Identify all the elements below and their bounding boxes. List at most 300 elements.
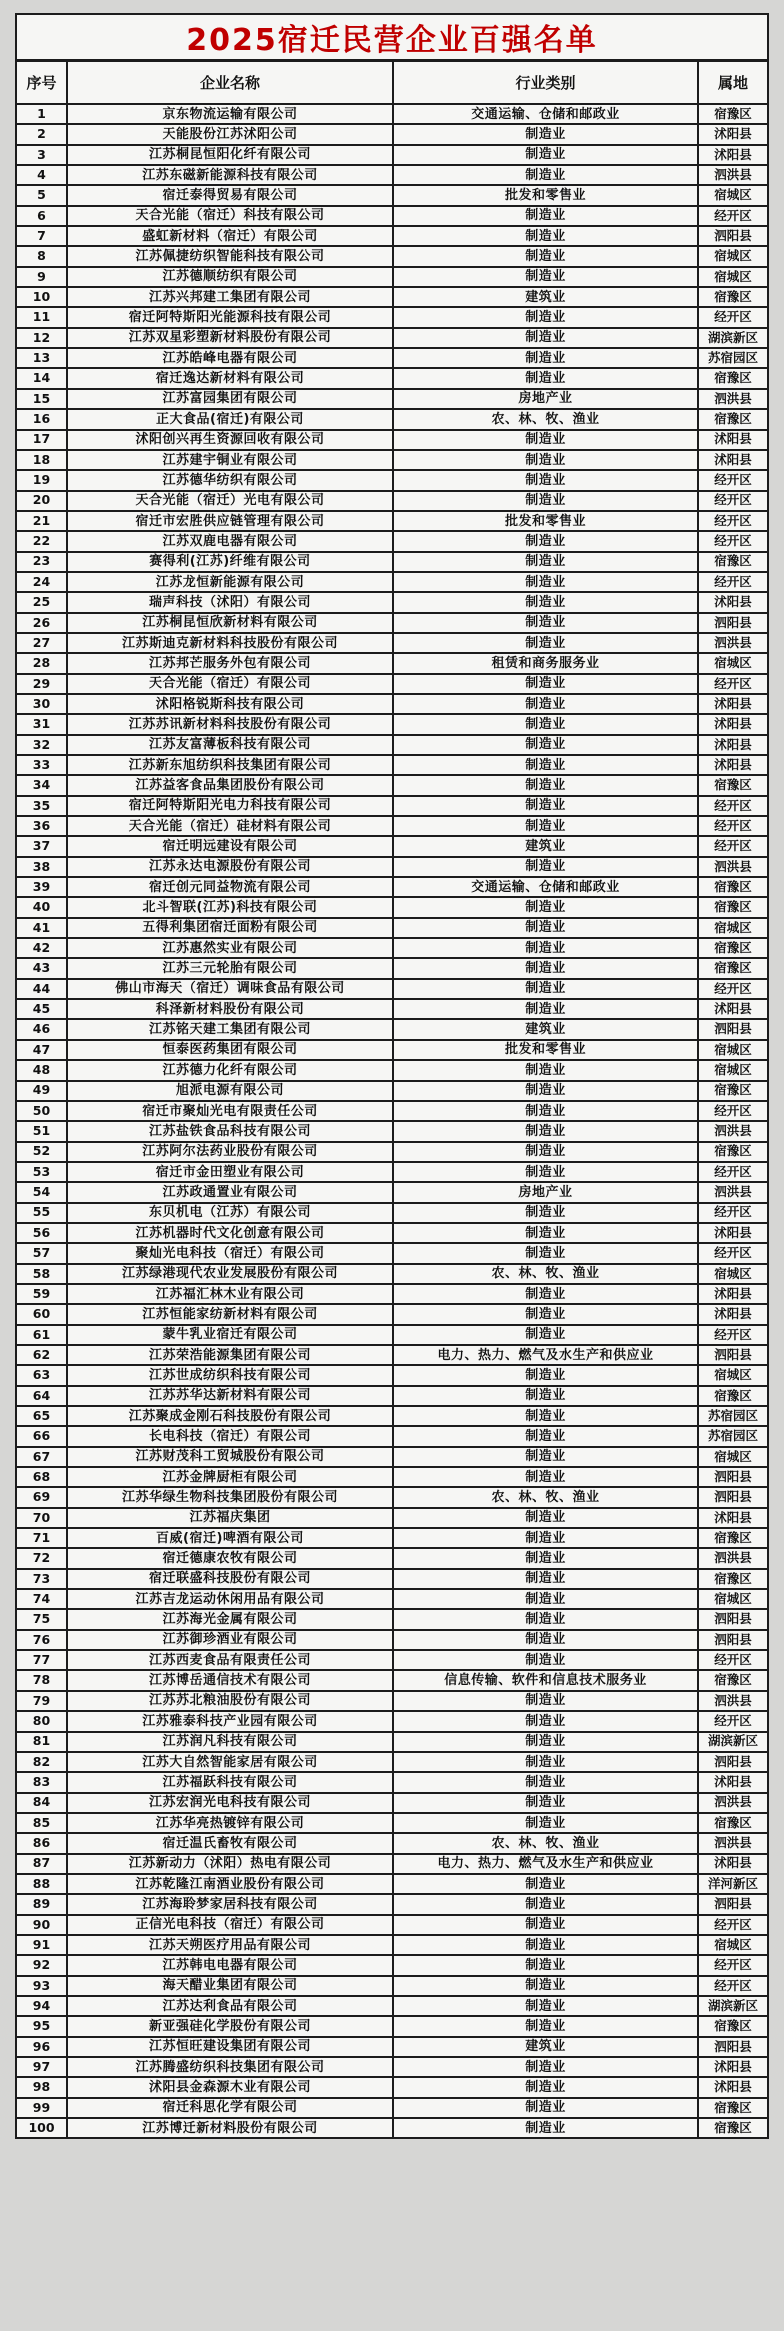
- rank-cell: 19: [16, 470, 67, 490]
- table-row: [16, 2098, 768, 2118]
- table-row: [16, 2118, 768, 2138]
- company-name-cell: 海天醋业集团有限公司: [67, 1976, 393, 1996]
- rank-cell: 35: [16, 796, 67, 816]
- rank-cell: 24: [16, 572, 67, 592]
- region-cell: 泗洪县: [698, 1691, 768, 1711]
- region-cell: 经开区: [698, 572, 768, 592]
- rank-cell: 92: [16, 1955, 67, 1975]
- company-name-cell: 科泽新材料股份有限公司: [67, 999, 393, 1019]
- company-name-cell: 沭阳县金森源木业有限公司: [67, 2077, 393, 2097]
- company-name-cell: 宿迁市金田塑业有限公司: [67, 1162, 393, 1182]
- industry-cell: 制造业: [393, 470, 698, 490]
- rank-cell: 97: [16, 2057, 67, 2077]
- company-name-cell: 江苏达利食品有限公司: [67, 1996, 393, 2016]
- company-name-cell: 江苏海光金属有限公司: [67, 1609, 393, 1629]
- rank-cell: 86: [16, 1833, 67, 1853]
- region-cell: 沭阳县: [698, 592, 768, 612]
- industry-cell: 批发和零售业: [393, 511, 698, 531]
- rank-cell: 73: [16, 1569, 67, 1589]
- table-row: [16, 430, 768, 450]
- company-name-cell: 京东物流运输有限公司: [67, 104, 393, 124]
- table-row: [16, 979, 768, 999]
- rank-cell: 95: [16, 2016, 67, 2036]
- rank-cell: 11: [16, 307, 67, 327]
- industry-cell: 制造业: [393, 958, 698, 978]
- company-name-cell: 新亚强硅化学股份有限公司: [67, 2016, 393, 2036]
- company-name-cell: 五得利集团宿迁面粉有限公司: [67, 918, 393, 938]
- region-cell: 泗阳县: [698, 1019, 768, 1039]
- industry-cell: 制造业: [393, 1976, 698, 1996]
- rank-cell: 75: [16, 1609, 67, 1629]
- region-cell: 经开区: [698, 836, 768, 856]
- company-name-cell: 旭派电源有限公司: [67, 1081, 393, 1101]
- company-name-cell: 江苏吉龙运动休闲用品有限公司: [67, 1589, 393, 1609]
- rank-cell: 4: [16, 165, 67, 185]
- rank-cell: 79: [16, 1691, 67, 1711]
- table-row: [16, 714, 768, 734]
- table-row: [16, 877, 768, 897]
- region-cell: 宿豫区: [698, 877, 768, 897]
- table-row: [16, 1976, 768, 1996]
- table-row: [16, 1996, 768, 2016]
- region-cell: 泗洪县: [698, 1548, 768, 1568]
- table-row: [16, 1223, 768, 1243]
- region-cell: 经开区: [698, 1915, 768, 1935]
- region-cell: 沭阳县: [698, 1223, 768, 1243]
- region-cell: 宿豫区: [698, 1813, 768, 1833]
- region-cell: 宿城区: [698, 267, 768, 287]
- rank-cell: 83: [16, 1772, 67, 1792]
- region-cell: 宿豫区: [698, 775, 768, 795]
- company-name-cell: 江苏华绿生物科技集团股份有限公司: [67, 1487, 393, 1507]
- table-row: [16, 2077, 768, 2097]
- industry-cell: 制造业: [393, 572, 698, 592]
- region-cell: 沭阳县: [698, 1304, 768, 1324]
- region-cell: 经开区: [698, 1162, 768, 1182]
- region-cell: 经开区: [698, 470, 768, 490]
- table-row: [16, 857, 768, 877]
- rank-cell: 38: [16, 857, 67, 877]
- rank-cell: 64: [16, 1386, 67, 1406]
- company-name-cell: 天合光能（宿迁）科技有限公司: [67, 206, 393, 226]
- industry-cell: 制造业: [393, 1365, 698, 1385]
- column-header-region: 属地: [698, 61, 768, 105]
- region-cell: 宿城区: [698, 1935, 768, 1955]
- company-name-cell: 江苏富园集团有限公司: [67, 389, 393, 409]
- industry-cell: 制造业: [393, 592, 698, 612]
- company-name-cell: 江苏惠然实业有限公司: [67, 938, 393, 958]
- table-row: [16, 1304, 768, 1324]
- table-row: [16, 1447, 768, 1467]
- rank-cell: 62: [16, 1345, 67, 1365]
- table-row: [16, 613, 768, 633]
- rank-cell: 51: [16, 1121, 67, 1141]
- rank-cell: 55: [16, 1203, 67, 1223]
- region-cell: 经开区: [698, 979, 768, 999]
- industry-cell: 制造业: [393, 124, 698, 144]
- industry-cell: 制造业: [393, 1955, 698, 1975]
- company-name-cell: 江苏友富薄板科技有限公司: [67, 735, 393, 755]
- table-row: [16, 491, 768, 511]
- rank-cell: 77: [16, 1650, 67, 1670]
- company-name-cell: 江苏华亮热镀锌有限公司: [67, 1813, 393, 1833]
- company-name-cell: 江苏博岳通信技术有限公司: [67, 1670, 393, 1690]
- region-cell: 宿城区: [698, 185, 768, 205]
- rank-cell: 8: [16, 246, 67, 266]
- region-cell: 泗阳县: [698, 1609, 768, 1629]
- company-name-cell: 江苏苏讯新材料科技股份有限公司: [67, 714, 393, 734]
- industry-cell: 农、林、牧、渔业: [393, 1487, 698, 1507]
- company-name-cell: 宿迁温氏畜牧有限公司: [67, 1833, 393, 1853]
- table-row: [16, 287, 768, 307]
- company-name-cell: 江苏机器时代文化创意有限公司: [67, 1223, 393, 1243]
- rank-cell: 15: [16, 389, 67, 409]
- region-cell: 经开区: [698, 1325, 768, 1345]
- table-row: [16, 1569, 768, 1589]
- rank-cell: 46: [16, 1019, 67, 1039]
- table-row: [16, 450, 768, 470]
- industry-cell: 批发和零售业: [393, 185, 698, 205]
- company-name-cell: 江苏兴邦建工集团有限公司: [67, 287, 393, 307]
- rank-cell: 36: [16, 816, 67, 836]
- rank-cell: 53: [16, 1162, 67, 1182]
- industry-cell: 制造业: [393, 1569, 698, 1589]
- table-row: [16, 775, 768, 795]
- table-row: [16, 1365, 768, 1385]
- region-cell: 宿豫区: [698, 104, 768, 124]
- region-cell: 宿豫区: [698, 958, 768, 978]
- region-cell: 宿城区: [698, 246, 768, 266]
- region-cell: 湖滨新区: [698, 328, 768, 348]
- region-cell: 经开区: [698, 307, 768, 327]
- table-row: [16, 653, 768, 673]
- industry-cell: 制造业: [393, 2098, 698, 2118]
- rank-cell: 5: [16, 185, 67, 205]
- company-name-cell: 宿迁阿特斯阳光能源科技有限公司: [67, 307, 393, 327]
- company-name-cell: 江苏博迁新材料股份有限公司: [67, 2118, 393, 2138]
- table-row: [16, 1203, 768, 1223]
- industry-cell: 制造业: [393, 1223, 698, 1243]
- rank-cell: 68: [16, 1467, 67, 1487]
- rank-cell: 39: [16, 877, 67, 897]
- table-row: [16, 1182, 768, 1202]
- region-cell: 经开区: [698, 796, 768, 816]
- region-cell: 沭阳县: [698, 430, 768, 450]
- region-cell: 宿豫区: [698, 1386, 768, 1406]
- industry-cell: 制造业: [393, 450, 698, 470]
- region-cell: 沭阳县: [698, 714, 768, 734]
- table-row: [16, 2057, 768, 2077]
- company-name-cell: 宿迁阿特斯阳光电力科技有限公司: [67, 796, 393, 816]
- industry-cell: 制造业: [393, 633, 698, 653]
- rank-cell: 20: [16, 491, 67, 511]
- company-name-cell: 江苏龙恒新能源有限公司: [67, 572, 393, 592]
- table-row: [16, 1732, 768, 1752]
- company-name-cell: 佛山市海天（宿迁）调味食品有限公司: [67, 979, 393, 999]
- industry-cell: 制造业: [393, 552, 698, 572]
- company-name-cell: 江苏福跃科技有限公司: [67, 1772, 393, 1792]
- industry-cell: 农、林、牧、渔业: [393, 1264, 698, 1284]
- industry-cell: 制造业: [393, 694, 698, 714]
- column-header-name: 企业名称: [67, 61, 393, 105]
- region-cell: 泗洪县: [698, 1121, 768, 1141]
- company-name-cell: 江苏皓峰电器有限公司: [67, 348, 393, 368]
- rank-cell: 91: [16, 1935, 67, 1955]
- industry-cell: 农、林、牧、渔业: [393, 1833, 698, 1853]
- table-row: [16, 1325, 768, 1345]
- table-row: [16, 958, 768, 978]
- region-cell: 经开区: [698, 511, 768, 531]
- industry-cell: 制造业: [393, 1325, 698, 1345]
- rank-cell: 31: [16, 714, 67, 734]
- rank-cell: 30: [16, 694, 67, 714]
- region-cell: 沭阳县: [698, 694, 768, 714]
- region-cell: 泗洪县: [698, 389, 768, 409]
- region-cell: 泗阳县: [698, 1630, 768, 1650]
- company-name-cell: 江苏双鹿电器有限公司: [67, 531, 393, 551]
- industry-cell: 建筑业: [393, 1019, 698, 1039]
- company-name-cell: 盛虹新材料（宿迁）有限公司: [67, 226, 393, 246]
- table-row: [16, 1630, 768, 1650]
- rank-cell: 85: [16, 1813, 67, 1833]
- company-name-cell: 江苏佩捷纺织智能科技有限公司: [67, 246, 393, 266]
- industry-cell: 制造业: [393, 1426, 698, 1446]
- table-row: [16, 1548, 768, 1568]
- table-row: [16, 246, 768, 266]
- company-name-cell: 江苏大自然智能家居有限公司: [67, 1752, 393, 1772]
- region-cell: 宿豫区: [698, 552, 768, 572]
- rank-cell: 89: [16, 1894, 67, 1914]
- industry-cell: 制造业: [393, 1121, 698, 1141]
- region-cell: 经开区: [698, 1101, 768, 1121]
- industry-cell: 制造业: [393, 2118, 698, 2138]
- industry-cell: 制造业: [393, 1203, 698, 1223]
- rank-cell: 65: [16, 1406, 67, 1426]
- region-cell: 沭阳县: [698, 124, 768, 144]
- table-row: [16, 1162, 768, 1182]
- industry-cell: 制造业: [393, 1772, 698, 1792]
- industry-cell: 制造业: [393, 714, 698, 734]
- industry-cell: 制造业: [393, 430, 698, 450]
- table-row: [16, 1386, 768, 1406]
- company-name-cell: 江苏聚成金刚石科技股份有限公司: [67, 1406, 393, 1426]
- industry-cell: 交通运输、仓储和邮政业: [393, 877, 698, 897]
- rank-cell: 82: [16, 1752, 67, 1772]
- industry-cell: 制造业: [393, 1386, 698, 1406]
- region-cell: 沭阳县: [698, 2057, 768, 2077]
- rank-cell: 13: [16, 348, 67, 368]
- rank-cell: 52: [16, 1142, 67, 1162]
- table-row: [16, 1711, 768, 1731]
- region-cell: 泗洪县: [698, 1793, 768, 1813]
- rank-cell: 7: [16, 226, 67, 246]
- table-row: [16, 674, 768, 694]
- region-cell: 宿豫区: [698, 1528, 768, 1548]
- company-name-cell: 宿迁市聚灿光电有限责任公司: [67, 1101, 393, 1121]
- company-name-cell: 江苏三元轮胎有限公司: [67, 958, 393, 978]
- rank-cell: 25: [16, 592, 67, 612]
- industry-cell: 制造业: [393, 897, 698, 917]
- industry-cell: 制造业: [393, 796, 698, 816]
- industry-cell: 制造业: [393, 1752, 698, 1772]
- table-row: [16, 267, 768, 287]
- rank-cell: 78: [16, 1670, 67, 1690]
- company-name-cell: 江苏恒能家纺新材料有限公司: [67, 1304, 393, 1324]
- rank-cell: 71: [16, 1528, 67, 1548]
- industry-cell: 制造业: [393, 246, 698, 266]
- company-name-cell: 江苏荣浩能源集团有限公司: [67, 1345, 393, 1365]
- table-row: [16, 1345, 768, 1365]
- table-row: [16, 1772, 768, 1792]
- table-header-row: [16, 61, 768, 105]
- rank-cell: 96: [16, 2037, 67, 2057]
- industry-cell: 制造业: [393, 1915, 698, 1935]
- table-row: [16, 999, 768, 1019]
- industry-cell: 制造业: [393, 674, 698, 694]
- region-cell: 经开区: [698, 1711, 768, 1731]
- company-name-cell: 江苏新动力（沭阳）热电有限公司: [67, 1854, 393, 1874]
- rank-cell: 44: [16, 979, 67, 999]
- company-name-cell: 宿迁泰得贸易有限公司: [67, 185, 393, 205]
- company-name-cell: 江苏德顺纺织有限公司: [67, 267, 393, 287]
- rank-cell: 34: [16, 775, 67, 795]
- rank-cell: 54: [16, 1182, 67, 1202]
- rank-cell: 28: [16, 653, 67, 673]
- table-row: [16, 1833, 768, 1853]
- company-name-cell: 江苏西麦食品有限责任公司: [67, 1650, 393, 1670]
- rank-cell: 27: [16, 633, 67, 653]
- table-row: [16, 1752, 768, 1772]
- industry-cell: 电力、热力、燃气及水生产和供应业: [393, 1345, 698, 1365]
- region-cell: 宿豫区: [698, 1142, 768, 1162]
- company-name-cell: 沭阳创兴再生资源回收有限公司: [67, 430, 393, 450]
- company-name-cell: 天合光能（宿迁）有限公司: [67, 674, 393, 694]
- company-name-cell: 江苏永达电源股份有限公司: [67, 857, 393, 877]
- industry-cell: 制造业: [393, 2057, 698, 2077]
- rank-cell: 9: [16, 267, 67, 287]
- company-name-cell: 江苏双星彩塑新材料股份有限公司: [67, 328, 393, 348]
- rank-cell: 90: [16, 1915, 67, 1935]
- region-cell: 苏宿园区: [698, 1426, 768, 1446]
- company-name-cell: 江苏德力化纤有限公司: [67, 1060, 393, 1080]
- table-row: [16, 1060, 768, 1080]
- table-row: [16, 409, 768, 429]
- company-name-cell: 宿迁联盛科技股份有限公司: [67, 1569, 393, 1589]
- company-name-cell: 江苏桐昆恒阳化纤有限公司: [67, 145, 393, 165]
- rank-cell: 94: [16, 1996, 67, 2016]
- industry-cell: 制造业: [393, 1284, 698, 1304]
- industry-cell: 制造业: [393, 328, 698, 348]
- company-name-cell: 江苏新东旭纺织科技集团有限公司: [67, 755, 393, 775]
- rank-cell: 61: [16, 1325, 67, 1345]
- industry-cell: 制造业: [393, 1243, 698, 1263]
- region-cell: 泗洪县: [698, 1182, 768, 1202]
- industry-cell: 制造业: [393, 1793, 698, 1813]
- table-row: [16, 1426, 768, 1446]
- table-row: [16, 1854, 768, 1874]
- table-row: [16, 796, 768, 816]
- region-cell: 沭阳县: [698, 999, 768, 1019]
- company-name-cell: 江苏盐铁食品科技有限公司: [67, 1121, 393, 1141]
- column-header-industry: 行业类别: [393, 61, 698, 105]
- table-row: [16, 816, 768, 836]
- region-cell: 泗洪县: [698, 857, 768, 877]
- rank-cell: 81: [16, 1732, 67, 1752]
- table-row: [16, 226, 768, 246]
- region-cell: 宿豫区: [698, 897, 768, 917]
- company-name-cell: 江苏东磁新能源科技有限公司: [67, 165, 393, 185]
- table-row: [16, 1955, 768, 1975]
- region-cell: 宿城区: [698, 918, 768, 938]
- industry-cell: 制造业: [393, 979, 698, 999]
- table-row: [16, 1284, 768, 1304]
- rank-cell: 63: [16, 1365, 67, 1385]
- table-row: [16, 389, 768, 409]
- rank-cell: 87: [16, 1854, 67, 1874]
- rank-cell: 22: [16, 531, 67, 551]
- industry-cell: 制造业: [393, 1813, 698, 1833]
- rank-cell: 12: [16, 328, 67, 348]
- company-name-cell: 江苏阿尔法药业股份有限公司: [67, 1142, 393, 1162]
- column-header-no: 序号: [16, 61, 67, 105]
- company-name-cell: 江苏建宇铜业有限公司: [67, 450, 393, 470]
- industry-cell: 制造业: [393, 1060, 698, 1080]
- company-name-cell: 江苏御珍酒业有限公司: [67, 1630, 393, 1650]
- company-name-cell: 江苏铭天建工集团有限公司: [67, 1019, 393, 1039]
- company-name-cell: 正信光电科技（宿迁）有限公司: [67, 1915, 393, 1935]
- table-row: [16, 1813, 768, 1833]
- table-row: [16, 1935, 768, 1955]
- rank-cell: 6: [16, 206, 67, 226]
- top100-enterprise-table: [15, 13, 769, 2139]
- industry-cell: 交通运输、仓储和邮政业: [393, 104, 698, 124]
- rank-cell: 18: [16, 450, 67, 470]
- industry-cell: 制造业: [393, 1548, 698, 1568]
- rank-cell: 47: [16, 1040, 67, 1060]
- company-name-cell: 江苏天朔医疗用品有限公司: [67, 1935, 393, 1955]
- rank-cell: 59: [16, 1284, 67, 1304]
- industry-cell: 建筑业: [393, 2037, 698, 2057]
- rank-cell: 58: [16, 1264, 67, 1284]
- company-name-cell: 宿迁德康农牧有限公司: [67, 1548, 393, 1568]
- industry-cell: 制造业: [393, 1528, 698, 1548]
- table-row: [16, 572, 768, 592]
- table-row: [16, 1243, 768, 1263]
- region-cell: 洋河新区: [698, 1874, 768, 1894]
- industry-cell: 制造业: [393, 226, 698, 246]
- table-row: [16, 1467, 768, 1487]
- table-row: [16, 735, 768, 755]
- region-cell: 泗洪县: [698, 633, 768, 653]
- region-cell: 沭阳县: [698, 1284, 768, 1304]
- region-cell: 宿城区: [698, 1060, 768, 1080]
- rank-cell: 69: [16, 1487, 67, 1507]
- company-name-cell: 江苏腾盛纺织科技集团有限公司: [67, 2057, 393, 2077]
- table-row: [16, 1793, 768, 1813]
- rank-cell: 45: [16, 999, 67, 1019]
- industry-cell: 制造业: [393, 1447, 698, 1467]
- company-name-cell: 江苏福庆集团: [67, 1508, 393, 1528]
- rank-cell: 16: [16, 409, 67, 429]
- industry-cell: 制造业: [393, 267, 698, 287]
- industry-cell: 制造业: [393, 1304, 698, 1324]
- industry-cell: 制造业: [393, 735, 698, 755]
- industry-cell: 制造业: [393, 775, 698, 795]
- region-cell: 沭阳县: [698, 2077, 768, 2097]
- region-cell: 宿豫区: [698, 1670, 768, 1690]
- table-row: [16, 1142, 768, 1162]
- region-cell: 沭阳县: [698, 1508, 768, 1528]
